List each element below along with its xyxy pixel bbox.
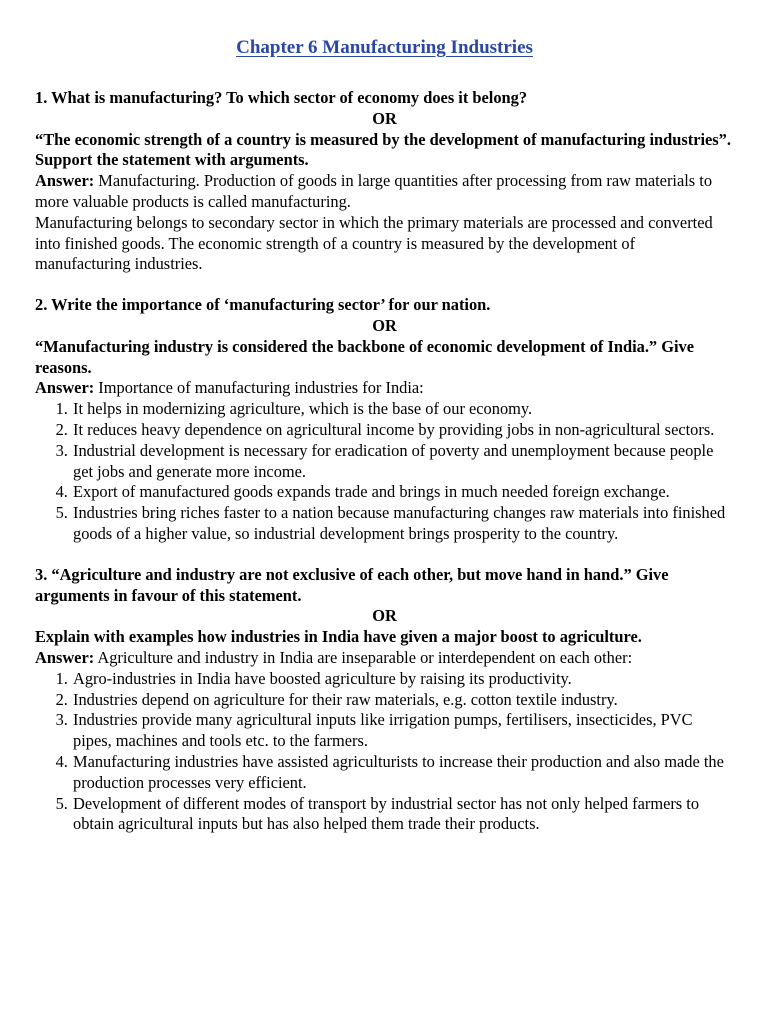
- list-item: 2. Industries depend on agriculture for their raw materials, e.g. cotton textile industry.: [72, 690, 734, 711]
- answer-label: Answer:: [35, 171, 95, 191]
- question-3-text: 3. “Agriculture and industry are not exclusive of each other, but move hand in hand.” Give arguments in favour of this statement.: [35, 564, 669, 605]
- answer-text: Manufacturing. Production of goods in large quantities after processing from raw materials to more valuable products is called manufacturing.: [35, 171, 713, 211]
- question-3: [35, 565, 734, 835]
- list-item: 3. Industrial development is necessary for eradication of poverty and unemployment because people get jobs and generate more income.: [72, 441, 734, 483]
- question-1: [35, 88, 734, 275]
- answer-text: Importance of manufacturing industries for India:: [94, 378, 424, 398]
- question-3-answer: [35, 648, 734, 669]
- question-1-text: 1. What is manufacturing? To which sector of economy does it belong?: [35, 88, 528, 107]
- list-item: 3. Industries provide many agricultural inputs like irrigation pumps, fertilisers, insecticides, PVC pipes, machines and tools etc. to the farmers.: [72, 710, 734, 752]
- question-2-or: OR: [372, 315, 397, 335]
- list-item: 5. Development of different modes of transport by industrial sector has not only helped farmers to obtain agricultural inputs but has also helped them trade their products.: [72, 794, 734, 836]
- question-2-alt-text: “Manufacturing industry is considered the backbone of economic development of India.” Give reasons.: [35, 336, 694, 377]
- question-1-alt-text: “The economic strength of a country is measured by the development of manufacturing industries”. Support the statement with arguments.: [35, 129, 731, 170]
- answer-label: Answer:: [35, 378, 95, 398]
- list-item: 4. Export of manufactured goods expands trade and brings in much needed foreign exchange.: [72, 482, 734, 503]
- answer-text: Agriculture and industry in India are inseparable or interdependent on each other:: [94, 647, 633, 667]
- list-item: 2. It reduces heavy dependence on agricultural income by providing jobs in non-agricultural sectors.: [72, 420, 734, 441]
- list-item: 1. Agro-industries in India have boosted agriculture by raising its productivity.: [72, 669, 734, 690]
- page-title: Chapter 6 Manufacturing Industries: [236, 37, 533, 58]
- question-2-answer: [35, 378, 734, 399]
- answer-label: Answer:: [35, 647, 95, 667]
- question-1-answer-paragraph: Manufacturing belongs to secondary sector in which the primary materials are processed and converted into finished goods. The economic strength of a country is measured by the development of manufacturing industries.: [35, 212, 713, 274]
- question-2: [35, 295, 734, 545]
- question-3-answer-list: [35, 669, 734, 835]
- question-3-or: OR: [372, 606, 397, 626]
- question-2-text: 2. Write the importance of ‘manufacturing sector’ for our nation.: [35, 295, 491, 315]
- list-item: 4. Manufacturing industries have assisted agriculturists to increase their production and also made the production processes very efficient.: [72, 752, 734, 794]
- list-item: 1. It helps in modernizing agriculture, which is the base of our economy.: [72, 399, 734, 420]
- list-item: 5. Industries bring riches faster to a nation because manufacturing changes raw materials into finished goods of a higher value, so industrial development brings prosperity to the country.: [72, 503, 734, 545]
- question-2-answer-list: [35, 399, 734, 545]
- question-1-answer: [35, 171, 734, 213]
- question-1-or: OR: [372, 108, 397, 128]
- question-3-alt-text: Explain with examples how industries in India have given a major boost to agriculture.: [35, 627, 642, 647]
